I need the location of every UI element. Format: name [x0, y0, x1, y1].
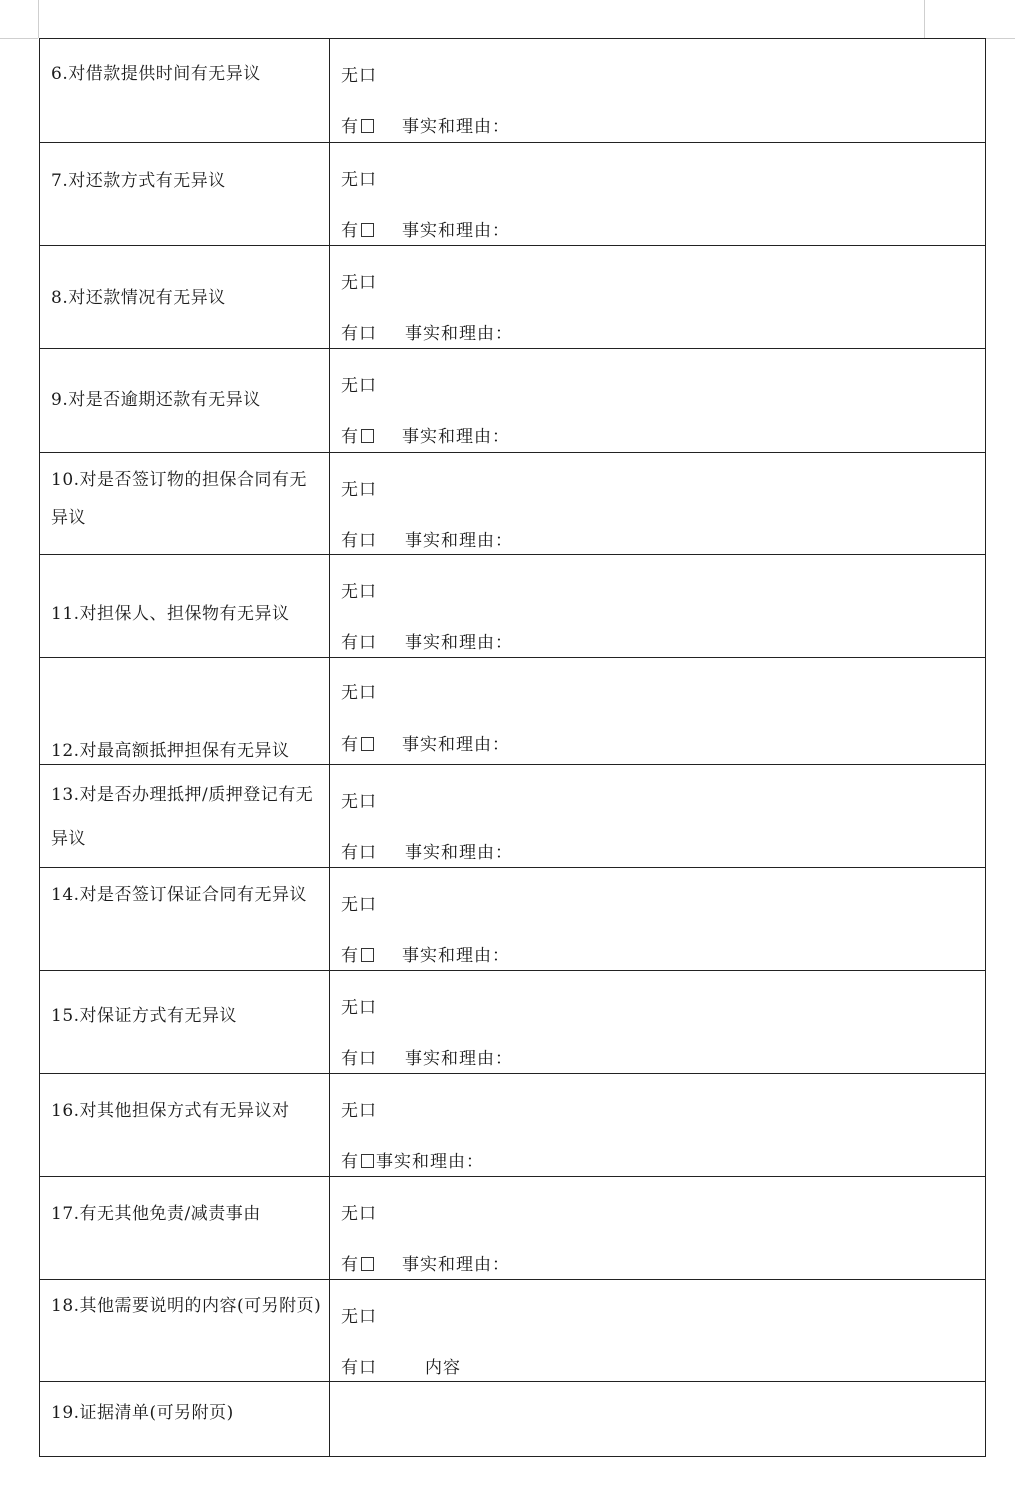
no-option[interactable]: 无口 — [341, 683, 377, 703]
yes-option[interactable] — [341, 112, 510, 137]
question-cell — [40, 1280, 330, 1382]
no-option[interactable]: 无口 — [341, 895, 377, 915]
checkbox-icon[interactable] — [361, 223, 374, 237]
no-option[interactable]: 无口 — [341, 1307, 377, 1327]
question-text: 8.对还款情况有无异议 — [51, 288, 226, 308]
no-option[interactable]: 无口 — [341, 582, 377, 602]
reason-label: 事实和理由： — [405, 531, 513, 551]
yes-option[interactable] — [341, 1044, 513, 1069]
question-cell — [40, 246, 330, 349]
question-cell — [40, 868, 330, 971]
table-row — [40, 971, 986, 1074]
question-cell — [40, 765, 330, 868]
answer-cell — [330, 1074, 986, 1177]
yes-label: 有口 — [341, 531, 377, 551]
question-text: 6.对借款提供时间有无异议 — [51, 64, 261, 84]
answer-cell — [330, 39, 986, 143]
checkbox-icon[interactable] — [361, 429, 374, 443]
yes-option[interactable] — [341, 628, 513, 653]
question-text: 12.对最高额抵押担保有无异议 — [51, 741, 290, 761]
yes-option[interactable] — [341, 216, 510, 241]
question-cell — [40, 971, 330, 1074]
yes-label: 有口 — [341, 843, 377, 863]
reason-label: 事实和理由： — [376, 1152, 484, 1172]
answer-cell — [330, 765, 986, 868]
reason-label: 事实和理由： — [402, 946, 510, 966]
checkbox-icon[interactable] — [361, 1257, 374, 1271]
margin-mark-top-right — [924, 0, 925, 38]
table-row — [40, 555, 986, 658]
table-row — [40, 1382, 986, 1457]
yes-option[interactable] — [341, 838, 513, 863]
table-row — [40, 39, 986, 143]
no-option[interactable]: 无口 — [341, 170, 377, 190]
table-row — [40, 349, 986, 453]
objection-form-table — [39, 38, 986, 1457]
question-cell — [40, 1382, 330, 1457]
yes-option[interactable] — [341, 730, 510, 755]
table-row — [40, 246, 986, 349]
reason-label: 事实和理由： — [405, 633, 513, 653]
question-text: 10.对是否签订物的担保合同有无异议 — [51, 470, 308, 528]
table-row — [40, 765, 986, 868]
no-option[interactable]: 无口 — [341, 480, 377, 500]
question-text: 9.对是否逾期还款有无异议 — [51, 390, 261, 410]
yes-option[interactable] — [341, 319, 513, 344]
no-option[interactable]: 无口 — [341, 1204, 377, 1224]
margin-mark-top-left — [38, 0, 39, 38]
answer-cell — [330, 453, 986, 555]
table-row — [40, 868, 986, 971]
answer-cell — [330, 246, 986, 349]
answer-cell — [330, 349, 986, 453]
question-text: 14.对是否签订保证合同有无异议 — [51, 885, 308, 905]
table-row — [40, 658, 986, 765]
reason-label: 事实和理由： — [402, 221, 510, 241]
table-row — [40, 453, 986, 555]
answer-cell — [330, 555, 986, 658]
question-cell — [40, 39, 330, 143]
reason-label: 事实和理由： — [405, 843, 513, 863]
yes-label: 有口 — [341, 1358, 377, 1378]
reason-label: 事实和理由： — [402, 427, 510, 447]
no-option[interactable]: 无口 — [341, 998, 377, 1018]
yes-label: 有 — [341, 946, 359, 966]
checkbox-icon[interactable] — [361, 1154, 374, 1168]
reason-label: 事实和理由： — [402, 117, 510, 137]
yes-label: 有 — [341, 1152, 359, 1172]
question-cell — [40, 453, 330, 555]
checkbox-icon[interactable] — [361, 119, 374, 133]
question-text: 19.证据清单(可另附页) — [51, 1403, 234, 1423]
table-row — [40, 143, 986, 246]
yes-label: 有 — [341, 117, 359, 137]
yes-option[interactable] — [341, 941, 510, 966]
table-row — [40, 1074, 986, 1177]
yes-option[interactable] — [341, 526, 513, 551]
answer-cell — [330, 868, 986, 971]
yes-option[interactable] — [341, 1250, 510, 1275]
reason-label: 事实和理由： — [405, 324, 513, 344]
table-row — [40, 1280, 986, 1382]
yes-option[interactable] — [341, 1147, 484, 1172]
question-text: 7.对还款方式有无异议 — [51, 171, 226, 191]
question-cell — [40, 658, 330, 765]
checkbox-icon[interactable] — [361, 948, 374, 962]
answer-cell — [330, 143, 986, 246]
no-option[interactable]: 无口 — [341, 376, 377, 396]
question-text: 11.对担保人、担保物有无异议 — [51, 604, 290, 624]
answer-cell — [330, 971, 986, 1074]
answer-cell — [330, 658, 986, 765]
content-label: 内容 — [425, 1358, 461, 1378]
question-cell — [40, 143, 330, 246]
question-text: 13.对是否办理抵押/质押登记有无异议 — [51, 785, 314, 849]
question-text: 16.对其他担保方式有无异议对 — [51, 1101, 290, 1121]
yes-label: 有 — [341, 1255, 359, 1275]
margin-mark-top-left — [0, 38, 38, 39]
yes-option[interactable] — [341, 1353, 461, 1378]
question-cell — [40, 1074, 330, 1177]
yes-label: 有口 — [341, 1049, 377, 1069]
checkbox-icon[interactable] — [361, 737, 374, 751]
no-option[interactable]: 无口 — [341, 273, 377, 293]
yes-label: 有 — [341, 427, 359, 447]
yes-label: 有 — [341, 221, 359, 241]
reason-label: 事实和理由： — [405, 1049, 513, 1069]
evidence-list-cell[interactable] — [330, 1382, 986, 1457]
reason-label: 事实和理由： — [402, 1255, 510, 1275]
no-option[interactable]: 无口 — [341, 792, 377, 812]
yes-label: 有口 — [341, 633, 377, 653]
no-option[interactable]: 无口 — [341, 66, 377, 86]
answer-cell — [330, 1177, 986, 1280]
yes-label: 有口 — [341, 324, 377, 344]
answer-cell — [330, 1280, 986, 1382]
yes-label: 有 — [341, 735, 359, 755]
question-text: 15.对保证方式有无异议 — [51, 1006, 238, 1026]
question-cell — [40, 1177, 330, 1280]
question-cell — [40, 555, 330, 658]
reason-label: 事实和理由： — [402, 735, 510, 755]
margin-mark-top-right — [986, 38, 1015, 39]
question-text: 18.其他需要说明的内容(可另附页) — [51, 1296, 322, 1316]
question-cell — [40, 349, 330, 453]
question-text: 17.有无其他免责/减责事由 — [51, 1204, 261, 1224]
no-option[interactable]: 无口 — [341, 1101, 377, 1121]
yes-option[interactable] — [341, 422, 510, 447]
table-row — [40, 1177, 986, 1280]
